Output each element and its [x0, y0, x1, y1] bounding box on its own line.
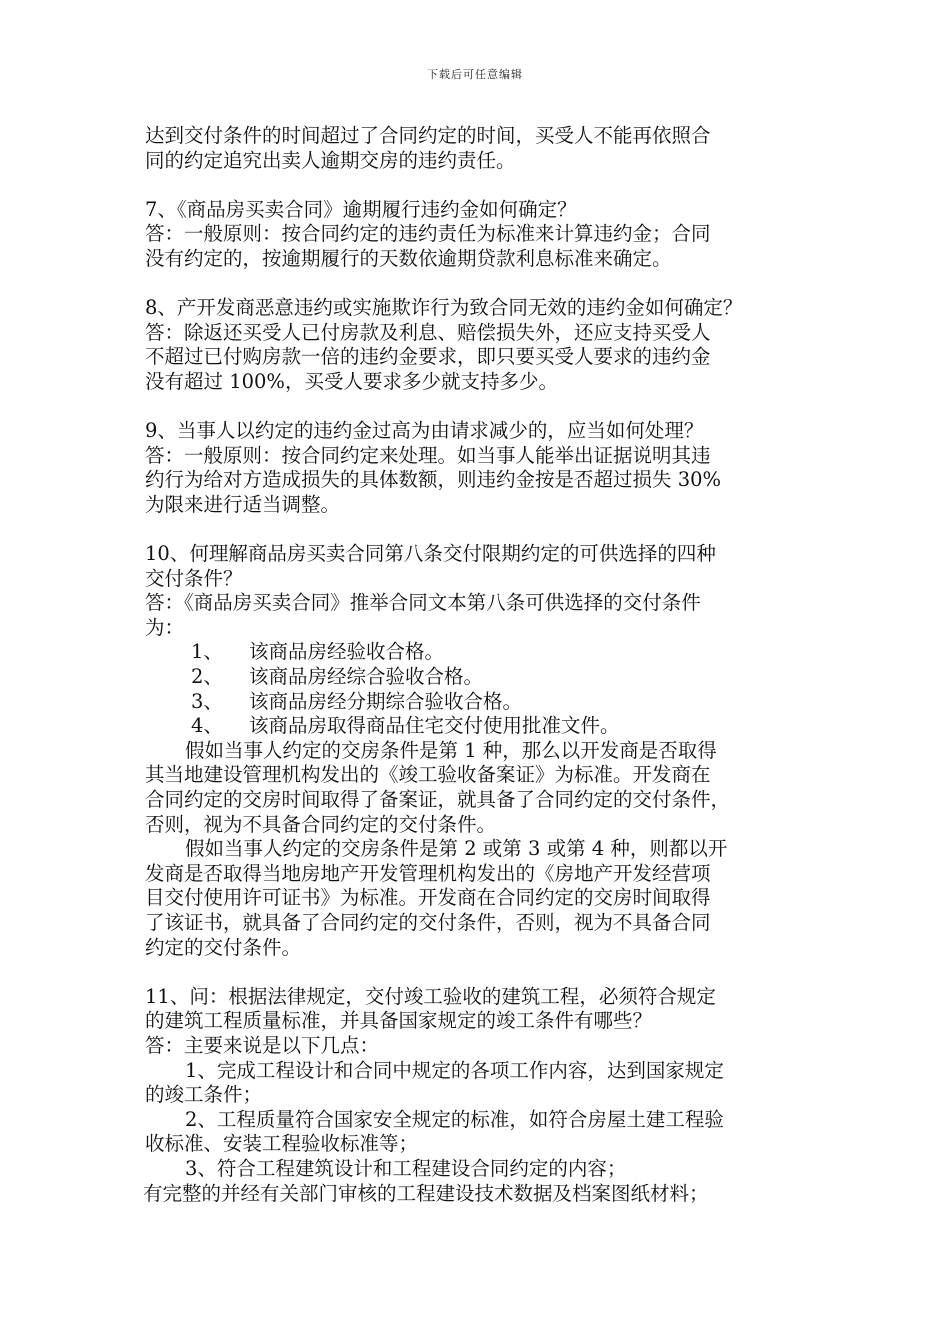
text-line: 同的约定追究出卖人逾期交房的违约责任。: [145, 148, 516, 172]
list-item-number: 2、: [191, 665, 223, 689]
question-10-cont: 交付条件？: [145, 566, 243, 590]
point-line: 的竣工条件；: [145, 1083, 263, 1107]
list-item-text: 该商品房经验收合格。: [249, 640, 445, 664]
question-11: 11、问：根据法律规定，交付竣工验收的建筑工程，必须符合规定: [145, 984, 716, 1008]
point-line: 1、完成工程设计和合同中规定的各项工作内容，达到国家规定: [185, 1058, 724, 1082]
list-item-number: 3、: [191, 689, 223, 713]
list-item: [145, 665, 825, 690]
paragraph-line: 约定的交付条件。: [145, 935, 302, 959]
question-11-cont: 的建筑工程质量标准，并具备国家规定的竣工条件有哪些？: [145, 1009, 653, 1033]
answer-line: 答：一般原则：按合同约定的违约责任为标准来计算违约金；合同: [145, 222, 711, 246]
answer-line: 答：一般原则：按合同约定来处理。如当事人能举出证据说明其违: [145, 443, 711, 467]
point-line: 3、符合工程建筑设计和工程建设合同约定的内容；: [185, 1156, 627, 1180]
answer-line: 答：主要来说是以下几点：: [145, 1033, 380, 1057]
point-line: 收标准、安装工程验收标准等；: [145, 1132, 419, 1156]
list-item: [145, 690, 825, 715]
text-line: 达到交付条件的时间超过了合同约定的时间，买受人不能再依照合: [145, 124, 711, 147]
paragraph-line: 其当地建设管理机构发出的《竣工验收备案证》为标准。开发商在: [145, 763, 711, 787]
point-line: 2、工程质量符合国家安全规定的标准，如符合房屋土建工程验: [185, 1107, 724, 1131]
paragraph-line: 合同约定的交房时间取得了备案证，就具备了合同约定的交付条件，: [145, 788, 731, 812]
list-item-text: 该商品房经综合验收合格。: [249, 665, 484, 689]
paragraph-line: 否则，视为不具备合同约定的交付条件。: [145, 812, 497, 836]
question-10: 10、何理解商品房买卖合同第八条交付限期约定的可供选择的四种: [145, 542, 716, 566]
answer-line: 为：: [145, 615, 185, 639]
question-8: 8、产开发商恶意违约或实施欺诈行为致合同无效的违约金如何确定？: [145, 296, 743, 320]
paragraph-line: 了该证书，就具备了合同约定的交付条件，否则，视为不具备合同: [145, 911, 711, 934]
answer-line: 约行为给对方造成损失的具体数额，则违约金按是否超过损失 30%: [145, 468, 722, 492]
document-body: [145, 124, 825, 1206]
answer-line: 没有约定的，按逾期履行的天数依逾期贷款利息标准来确定。: [145, 246, 672, 270]
answer-line: 答：除返还买受人已付房款及利息、赔偿损失外，还应支持买受人: [145, 320, 711, 344]
paragraph-line: 假如当事人约定的交房条件是第 1 种，那么以开发商是否取得: [185, 738, 717, 762]
list-item: [145, 714, 825, 739]
question-9: 9、当事人以约定的违约金过高为由请求减少的，应当如何处理？: [145, 419, 704, 443]
list-item-text: 该商品房经分期综合验收合格。: [249, 689, 523, 713]
answer-line: 为限来进行适当调整。: [145, 492, 341, 516]
answer-line: 答：《商品房买卖合同》推举合同文本第八条可供选择的交付条件: [145, 591, 701, 615]
list-item-number: 1、: [191, 640, 223, 664]
paragraph-line: 假如当事人约定的交房条件是第 2 或第 3 或第 4 种，则都以开: [185, 837, 728, 861]
list-item: [145, 640, 825, 665]
paragraph-line: 发商是否取得当地房地产开发管理机构发出的《房地产开发经营项: [145, 861, 711, 885]
point-line: 有完整的并经有关部门审核的工程建设技术数据及档案图纸材料；: [143, 1181, 709, 1205]
answer-line: 不超过已付购房款一倍的违约金要求，即只要买受人要求的违约金: [145, 345, 711, 369]
answer-line: 没有超过 100%，买受人要求多少就支持多少。: [145, 369, 558, 393]
paragraph-line: 目交付使用许可证书》为标准。开发商在合同约定的交房时间取得: [145, 886, 711, 910]
list-item-number: 4、: [191, 714, 223, 738]
question-7: 7、《商品房买卖合同》逾期履行违约金如何确定？: [145, 197, 577, 221]
page-header: 下载后可任意编辑: [427, 68, 523, 81]
list-item-text: 该商品房取得商品住宅交付使用批准文件。: [249, 714, 620, 738]
